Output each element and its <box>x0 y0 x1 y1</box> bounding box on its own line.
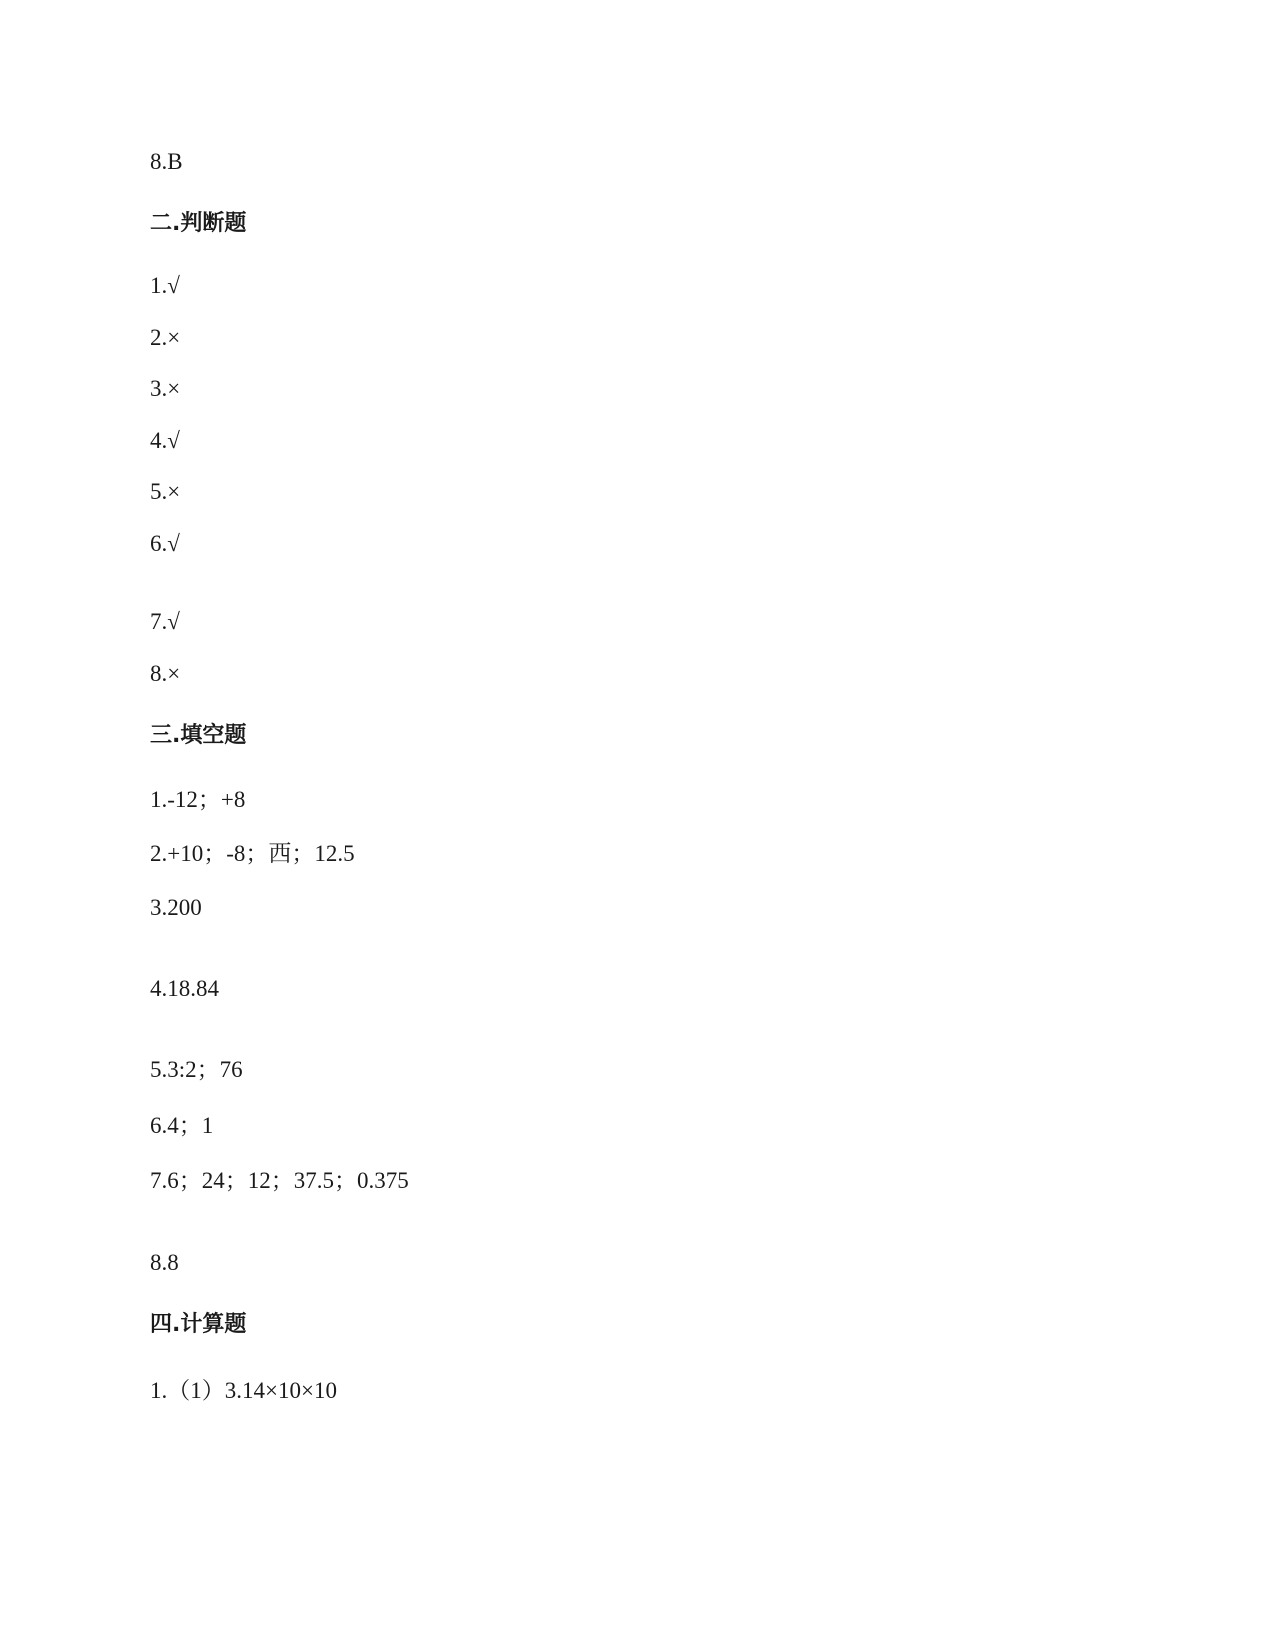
answer-line: 1.-12；+8 <box>150 787 246 812</box>
answer-line: 1.√ <box>150 273 180 298</box>
section-heading-fill-in: 三.填空题 <box>150 723 247 748</box>
answer-line: 3.200 <box>150 895 202 920</box>
section-heading-calculation: 四.计算题 <box>150 1312 247 1337</box>
answer-line: 8.× <box>150 661 181 686</box>
answer-line: 8.B <box>150 149 183 174</box>
section-heading-judgment: 二.判断题 <box>150 211 247 236</box>
answer-line: 1.（1）3.14×10×10 <box>150 1378 337 1403</box>
answer-line: 3.× <box>150 376 181 401</box>
answer-line: 2.× <box>150 325 181 350</box>
answer-line: 7.6；24；12；37.5；0.375 <box>150 1168 409 1193</box>
answer-line: 2.+10；-8；西；12.5 <box>150 841 355 866</box>
answer-line: 5.3:2；76 <box>150 1057 243 1082</box>
answer-line: 5.× <box>150 479 181 504</box>
answer-line: 6.4；1 <box>150 1113 214 1138</box>
answer-line: 4.18.84 <box>150 976 219 1001</box>
answer-line: 6.√ <box>150 531 180 556</box>
answer-line: 7.√ <box>150 609 180 634</box>
answer-line: 8.8 <box>150 1250 179 1275</box>
answer-line: 4.√ <box>150 428 180 453</box>
